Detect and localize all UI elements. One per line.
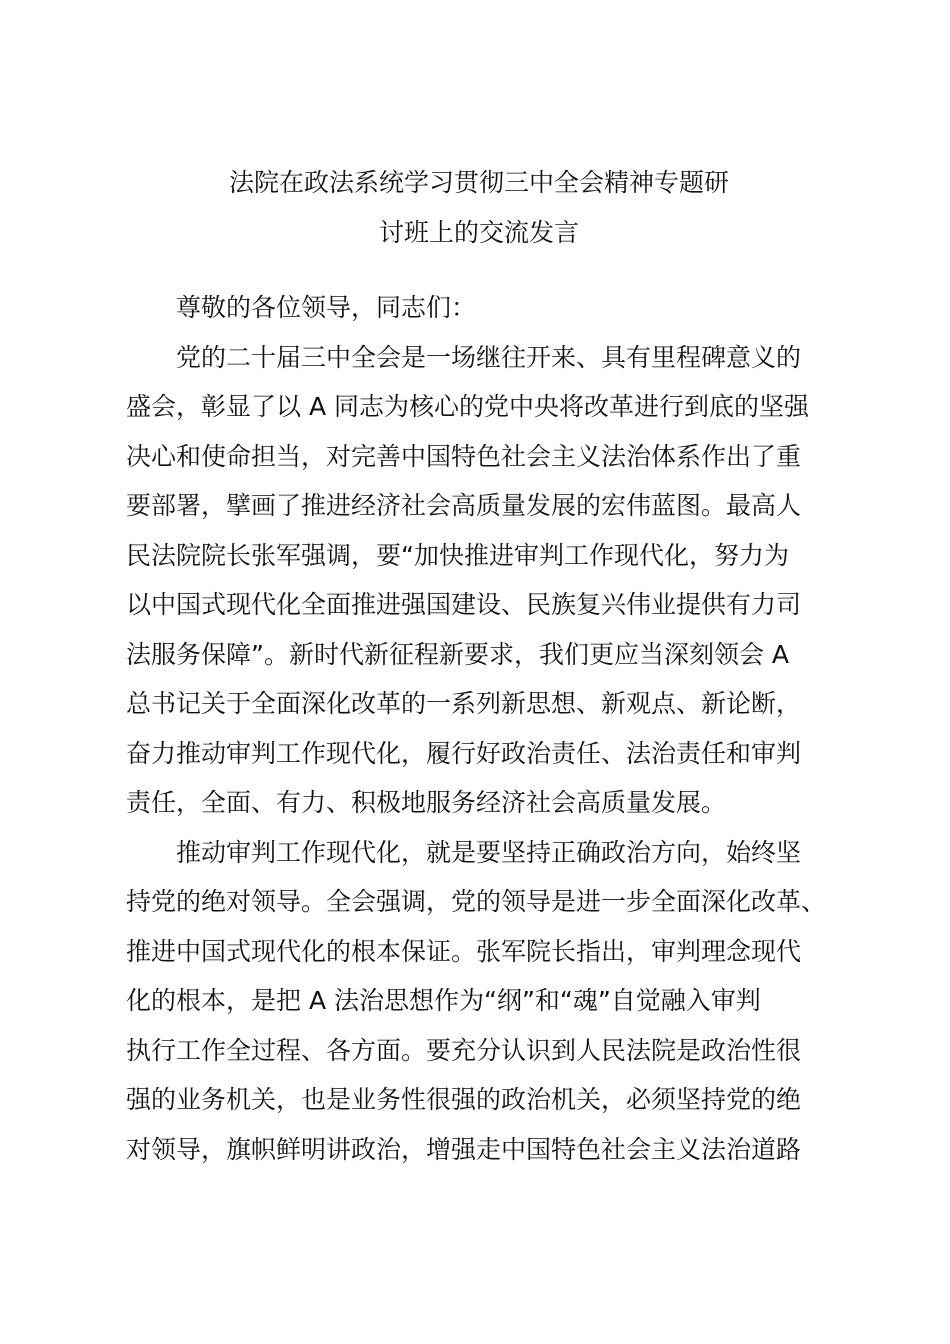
salutation-line: 尊敬的各位领导，同志们： — [176, 293, 477, 322]
paragraph-line: 持党的绝对领导。全会强调，党的领导是进一步全面深化改革、 — [126, 887, 827, 916]
paragraph-line: 奋力推动审判工作现代化，履行好政治责任、法治责任和审判 — [126, 738, 802, 768]
paragraph-line: 责任，全面、有力、积极地服务经济社会高质量发展。 — [126, 788, 727, 817]
paragraph-line: 总书记关于全面深化改革的一系列新思想、新观点、新论断， — [126, 689, 802, 718]
paragraph-line: 以中国式现代化全面推进强国建设、民族复兴伟业提供有力司 — [126, 590, 802, 619]
document-title — [126, 158, 832, 257]
salutation — [126, 283, 832, 333]
paragraph-line: 决心和使命担当，对完善中国特色社会主义法治体系作出了重 — [126, 441, 802, 471]
paragraph-line: 推动审判工作现代化，就是要坚持正确政治方向，始终坚 — [176, 837, 802, 867]
paragraph-line: 盛会，彰显了以 A 同志为核心的党中央将改革进行到底的坚强 — [126, 392, 809, 421]
title-line: 法院在政法系统学习贯彻三中全会精神专题研 — [228, 168, 729, 197]
paragraph-2 — [126, 828, 832, 1175]
paragraph-line: 要部署，擘画了推进经济社会高质量发展的宏伟蓝图。最高人 — [126, 491, 802, 520]
paragraph-1 — [126, 333, 832, 828]
paragraph-line: 对领导，旗帜鲜明讲政治，增强走中国特色社会主义法治道路 — [126, 1134, 802, 1164]
title-line: 讨班上的交流发言 — [378, 217, 579, 247]
paragraph-line: 化的根本，是把 A 法治思想作为“纲”和“魂”自觉融入审判 — [126, 986, 761, 1015]
document-body — [126, 283, 832, 1174]
paragraph-line: 民法院院长张军强调，要“加快推进审判工作现代化，努力为 — [126, 540, 789, 570]
paragraph-line: 推进中国式现代化的根本保证。张军院长指出，审判理念现代 — [126, 936, 802, 966]
paragraph-line: 法服务保障”。新时代新征程新要求，我们更应当深刻领会 A — [126, 639, 790, 669]
paragraph-line: 党的二十届三中全会是一场继往开来、具有里程碑意义的 — [176, 342, 802, 372]
paragraph-line: 执行工作全过程、各方面。要充分认识到人民法院是政治性很 — [126, 1035, 802, 1065]
paragraph-line: 强的业务机关，也是业务性很强的政治机关，必须坚持党的绝 — [126, 1085, 802, 1114]
